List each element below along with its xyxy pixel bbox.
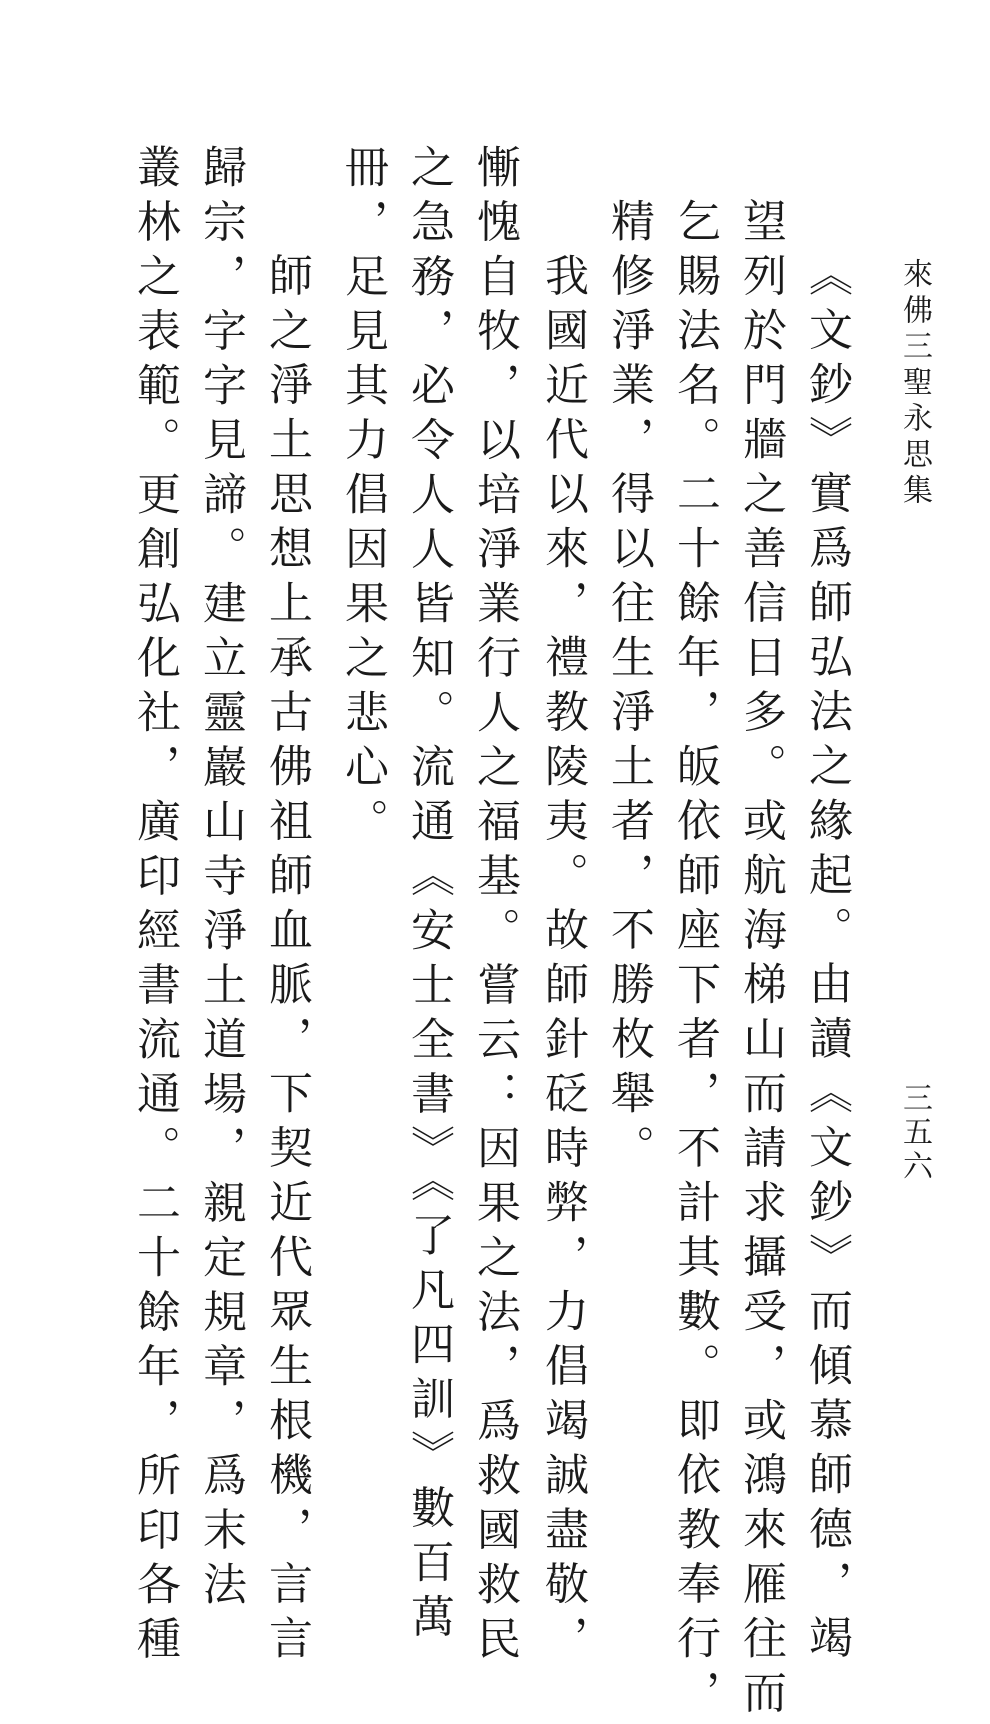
- text-column-8: 冊，足見其力倡因果之悲心。: [337, 144, 388, 853]
- text-column-3: 乞賜法名。二十餘年，皈依師座下者，不計其數。即依教奉行，: [669, 198, 720, 1724]
- text-column-11: 叢林之表範。更創弘化社，廣印經書流通。二十餘年，所印各種: [129, 144, 180, 1670]
- text-column-4: 精修淨業，得以往生淨土者，不勝枚舉。: [603, 198, 654, 1179]
- text-column-1: 《文鈔》實爲師弘法之緣起。由讀《文鈔》而傾慕師德，竭: [801, 252, 852, 1669]
- text-column-2: 望列於門牆之善信日多。或航海梯山而請求攝受，或鴻來雁往而: [735, 198, 786, 1724]
- text-column-7: 之急務，必令人人皆知。流通《安士全書》《了凡四訓》數百萬: [403, 144, 454, 1648]
- text-column-10: 歸宗，字字見諦。建立靈巖山寺淨土道場，親定規章，爲末法: [195, 144, 246, 1616]
- running-header-title: 來佛三聖永思集: [897, 258, 932, 510]
- text-column-6: 慚愧自牧，以培淨業行人之福基。嘗云：因果之法，爲救國救民: [469, 144, 520, 1670]
- text-column-5: 我國近代以來，禮教陵夷。故師針砭時弊，力倡竭誠盡敬，: [537, 198, 588, 1670]
- page-number: 三五六: [897, 1082, 932, 1184]
- text-column-9: 師之淨土思想上承古佛祖師血脈，下契近代眾生根機，言言: [261, 198, 312, 1670]
